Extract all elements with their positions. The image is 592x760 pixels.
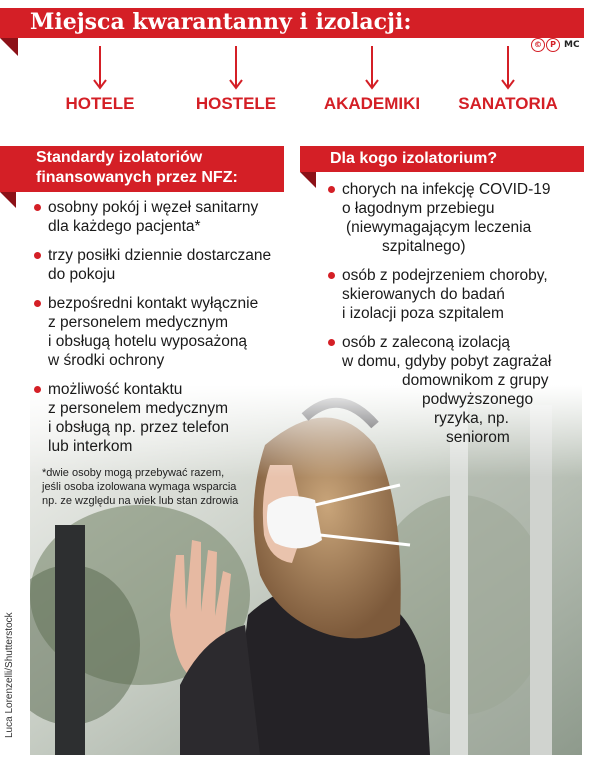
list-item: osób z podejrzeniem choroby, skierowanych do badań i izolacji poza szpitalem — [328, 266, 584, 323]
arrow-down-icon — [229, 46, 243, 92]
arrow-down-icon — [501, 46, 515, 92]
destination-dormitories: AKADEMIKI — [323, 94, 421, 113]
list-item: bezpośredni kontakt wyłącznie z personelem medycznym i obsługą hotelu wyposażoną w środki ochrony — [34, 294, 294, 370]
list-item: chorych na infekcję COVID-19 o łagodnym przebiegu (niewymagającym leczenia szpitalnego) — [328, 180, 584, 256]
destination-hostels: HOSTELE — [195, 94, 277, 113]
bullet-icon — [328, 186, 335, 193]
left-standards-list — [34, 198, 294, 466]
list-item: możliwość kontaktu z personelem medycznym i obsługą np. przez telefon lub interkom — [34, 380, 294, 456]
page-title: Miejsca kwarantanny i izolacji: — [30, 9, 412, 35]
left-section-header-line: finansowanych przez NFZ: — [36, 169, 238, 186]
brand-mark-icon: P — [546, 38, 560, 52]
bullet-icon — [34, 252, 41, 259]
photo-credit: Luca Lorenzelli/Shutterstock — [4, 612, 15, 738]
arrow-down-icon — [365, 46, 379, 92]
bullet-icon — [328, 339, 335, 346]
right-section-header-text: Dla kogo izolatorium? — [330, 150, 498, 167]
bullet-icon — [328, 272, 335, 279]
brand-logo — [531, 38, 580, 52]
list-item: osób z zaleconą izolacją w domu, gdyby pobyt zagrażał domownikom z grupy podwyższonego ryzyka, np. seniorom — [328, 333, 584, 447]
destination-hotels: HOTELE — [65, 94, 135, 113]
list-item: trzy posiłki dziennie dostarczane do pokoju — [34, 246, 294, 284]
arrow-down-icon — [93, 46, 107, 92]
copyright-icon: © — [531, 38, 545, 52]
bullet-icon — [34, 386, 41, 393]
bullet-icon — [34, 300, 41, 307]
list-item: osobny pokój i węzeł sanitarny dla każdego pacjenta* — [34, 198, 294, 236]
title-ribbon-fold — [0, 38, 18, 56]
right-header-fold — [300, 172, 316, 188]
author-initials: MC — [564, 40, 580, 50]
destination-sanatoriums: SANATORIA — [458, 94, 558, 113]
left-section-header — [0, 146, 284, 192]
bullet-icon — [34, 204, 41, 211]
footnote: *dwie osoby mogą przebywać razem, jeśli osoba izolowana wymaga wsparcia np. ze względu na wiek lub stan zdrowia — [42, 467, 239, 507]
left-header-fold — [0, 192, 16, 208]
right-eligibility-list — [328, 180, 584, 457]
left-section-header-line: Standardy izolatoriów — [36, 149, 203, 166]
right-section-header — [300, 146, 584, 172]
